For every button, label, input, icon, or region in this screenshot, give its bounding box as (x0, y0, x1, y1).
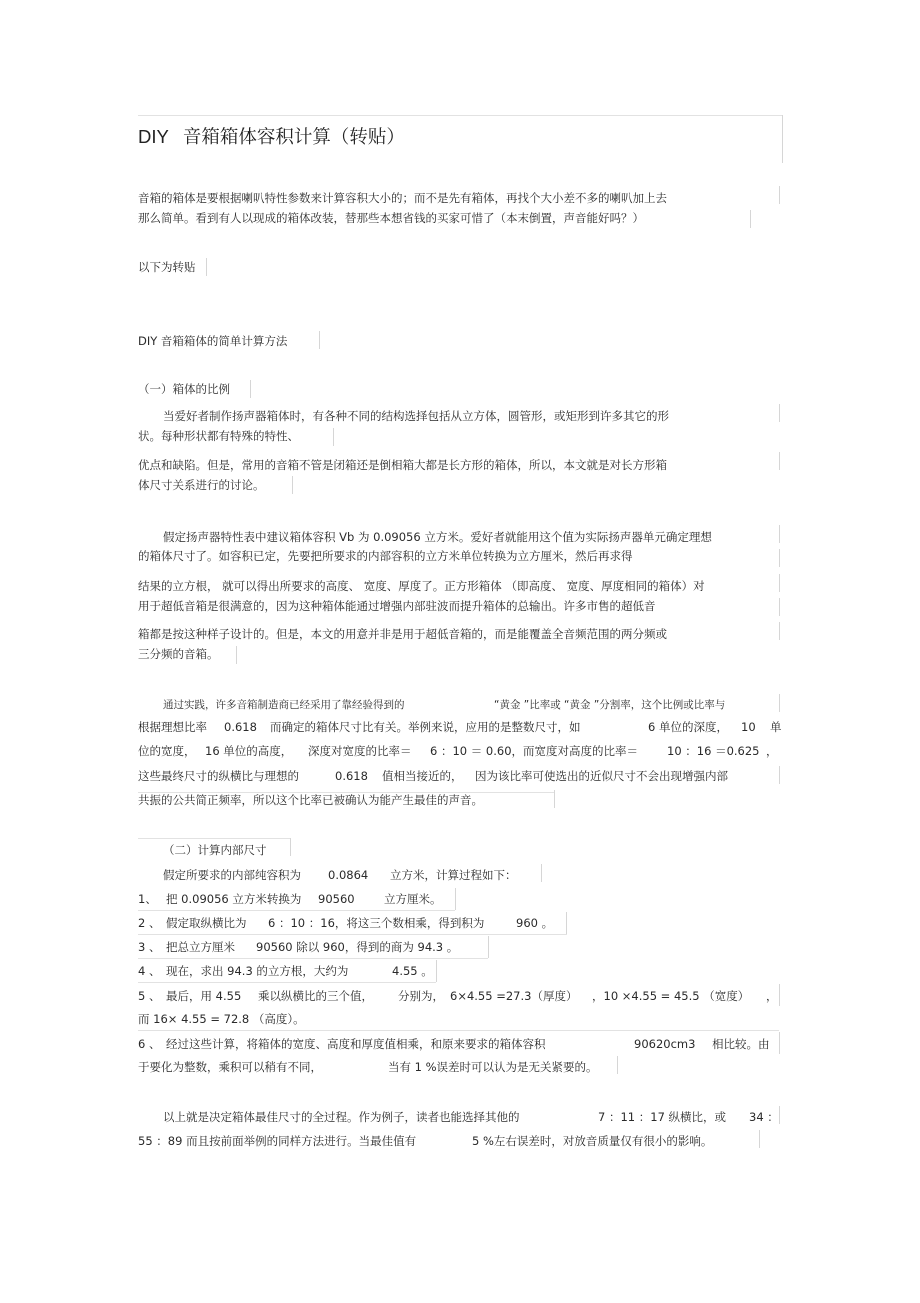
rule-step5 (138, 1030, 779, 1031)
golden-line3-d: 6 ：10 ＝ 0.60，而宽度对高度的比率＝ (430, 744, 639, 758)
rule-step2-v (566, 912, 567, 934)
final-line2-a: 55 ：89 而且按前面举例的同样方法进行。当最佳值有 (138, 1134, 417, 1148)
rule-p4-1 (779, 574, 780, 592)
golden-line3-e: 10 ：16 ＝0.625 (667, 744, 760, 758)
page-title (138, 124, 405, 151)
rule-sec1-heading (250, 380, 251, 398)
rule-golden-1 (779, 694, 780, 712)
golden-line4-d: 因为该比率可使选出的近似尺寸不会出现增强内部 (475, 769, 728, 783)
golden-line3-f: ， (766, 744, 778, 758)
golden-line3-c: 深度对宽度的比率＝ (308, 744, 412, 758)
rule-step5-v (779, 984, 780, 1006)
step-6-text-d: 于要化为整数，乘积可以稍有不同， (138, 1060, 322, 1074)
rule-p3-1 (779, 525, 780, 543)
rule-final-v (779, 1106, 780, 1124)
step-5-number: 5 、 (138, 989, 161, 1003)
rule-step3-v (488, 936, 489, 958)
step-5-text-d: 6×4.55 =27.3（厚度） (450, 989, 578, 1003)
step-2-text-b: 6 ：10 ：16，将这三个数相乘，得到积为 (268, 916, 485, 930)
section-2-heading: （二）计算内部尺寸 (163, 843, 267, 857)
rule-step1 (138, 910, 455, 911)
step-3-text-a: 把总立方厘米 (166, 940, 235, 954)
repost-label: 以下为转贴 (138, 260, 196, 274)
step-1-text-b: 90560 (318, 892, 355, 906)
golden-line1-b: “黄金 ”比率或 “黄金 ”分割率，这个比例或比率与 (494, 699, 726, 711)
step-1-text-c: 立方厘米。 (384, 892, 442, 906)
step-2-number: 2 、 (138, 916, 161, 930)
rule-golden-5v (554, 790, 555, 808)
step-5-text-b: 乘以纵横比的三个值， (258, 989, 373, 1003)
rule-p2-2 (292, 476, 293, 494)
golden-line3-a: 位的宽度， (138, 744, 196, 758)
final-line1-b: 7 ：11 ：17 纵横比，或 (598, 1110, 727, 1124)
rule-step2 (138, 934, 567, 935)
rule-p3-2 (779, 549, 780, 567)
rule-p2-1 (779, 452, 780, 470)
rule-step3 (138, 958, 488, 959)
sec1-p4-line1: 结果的立方根， 就可以得出所要求的高度、 宽度、厚度了。正方形箱体 （即高度、 宽度、厚度相同的箱体）对 (138, 579, 705, 593)
title-rule-top (138, 115, 783, 116)
step-4-text-a: 现在，求出 94.3 的立方根，大约为 (166, 964, 349, 978)
rule-p5-2 (236, 646, 237, 664)
sec2-intro-b: 0.0864 (328, 868, 369, 882)
rule-golden-4 (779, 766, 780, 784)
golden-line4-c: 值相当接近的， (382, 769, 463, 783)
step-5-text-a: 最后，用 4.55 (166, 989, 242, 1003)
step-2-text-a: 假定取纵横比为 (166, 916, 247, 930)
subtitle: DIY 音箱箱体的简单计算方法 (138, 334, 288, 348)
sec1-p5-line1: 箱都是按这种样子设计的。但是，本文的用意并非是用于超低音箱的，而是能覆盖全音频范围的两分频或 (138, 627, 667, 641)
sec1-p5-line2: 三分频的音箱。 (138, 647, 219, 661)
step-5-text-c: 分别为， (398, 989, 444, 1003)
section-1-heading: （一）箱体的比例 (138, 382, 230, 396)
golden-line4-b: 0.618 (335, 769, 368, 783)
sec1-p3-line2: 的箱体尺寸了。如容积已定，先要把所要求的内部容积的立方米单位转换为立方厘米，然后再求得 (138, 549, 633, 563)
golden-line2-b: 0.618 (224, 720, 257, 734)
sec1-p2-line2: 体尺寸关系进行的讨论。 (138, 478, 265, 492)
sec1-p3-line1: 假定扬声器特性表中建议箱体容积 Vb 为 0.09056 立方米。爱好者就能用这个值为实际扬声器单元确定理想 (163, 530, 712, 544)
sec1-p1-line1: 当爱好者制作扬声器箱体时，有各种不同的结构选择包括从立方体，圆管形，或矩形到许多其它的形 (163, 409, 669, 423)
title-main: 音箱箱体容积计算（转贴） (182, 127, 405, 148)
rule-final2-v (759, 1130, 760, 1148)
step-6-text-e: 当有 1 %误差时可以认为是无关紧要的。 (388, 1060, 598, 1074)
rule-sec2-heading (138, 838, 290, 839)
rule-step4-v (436, 960, 437, 982)
rule-intro-1 (779, 186, 780, 204)
golden-line3-b: 16 单位的高度， (205, 744, 293, 758)
rule-p4-2 (779, 598, 780, 616)
rule-sec2-heading-v (290, 838, 291, 856)
step-5-text-g: 而 16× 4.55 = 72.8 （高度）。 (138, 1012, 305, 1026)
rule-intro-2 (750, 210, 751, 228)
rule-sec2-intro (541, 864, 542, 882)
final-line1-c: 34 ： (749, 1110, 779, 1124)
rule-repost (206, 258, 207, 276)
intro-line-2: 那么简单。看到有人以现成的箱体改装，替那些本想省钱的买家可惜了（本末倒置，声音能好吗？） (138, 211, 644, 225)
step-5-text-f: ， (766, 989, 778, 1003)
step-3-text-b: 90560 除以 960，得到的商为 94.3 。 (256, 940, 459, 954)
step-6-number: 6 、 (138, 1037, 161, 1051)
sec2-intro-c: 立方米，计算过程如下： (390, 868, 517, 882)
golden-line4-a: 这些最终尺寸的纵横比与理想的 (138, 769, 299, 783)
golden-line2-c: 而确定的箱体尺寸比有关。举例来说，应用的是整数尺寸，如 (270, 720, 581, 734)
golden-line5: 共振的公共简正频率，所以这个比率已被确认为能产生最佳的声音。 (138, 793, 483, 807)
golden-line2-e: 10 (741, 720, 756, 734)
final-line1-a: 以上就是决定箱体最佳尺寸的全过程。作为例子，读者也能选择其他的 (163, 1110, 520, 1124)
rule-step6-v (779, 1032, 780, 1054)
sec1-p4-line2: 用于超低音箱是很满意的，因为这种箱体能通过增强内部驻波而提升箱体的总输出。许多市售的超低音 (138, 599, 656, 613)
rule-p5-1 (779, 622, 780, 640)
rule-p1-2 (333, 428, 334, 446)
step-5-text-e: ，10 ×4.55 = 45.5 （宽度） (592, 989, 750, 1003)
golden-line2-d: 6 单位的深度， (648, 720, 728, 734)
golden-line1-a: 通过实践，许多音箱制造商已经采用了靠经验得到的 (163, 699, 405, 711)
title-prefix: DIY (138, 126, 169, 147)
golden-line2-f: 单 (770, 720, 782, 734)
rule-subtitle (319, 331, 320, 349)
step-4-number: 4 、 (138, 964, 161, 978)
sec2-intro-a: 假定所要求的内部纯容积为 (163, 868, 301, 882)
rule-step6b-v (617, 1056, 618, 1074)
final-line2-b: 5 %左右误差时，对放音质量仅有很小的影响。 (472, 1134, 713, 1148)
sec1-p1-line2: 状。每种形状都有特殊的特性、 (138, 429, 299, 443)
step-4-text-b: 4.55 。 (392, 964, 433, 978)
step-3-number: 3 、 (138, 940, 161, 954)
step-1-number: 1、 (138, 892, 157, 906)
sec1-p2-line1: 优点和缺陷。但是，常用的音箱不管是闭箱还是倒相箱大都是长方形的箱体，所以，本文就是对长方形箱 (138, 458, 667, 472)
rule-p1-1 (779, 404, 780, 422)
step-6-text-a: 经过这些计算，将箱体的宽度、高度和厚度值相乘，和原来要求的箱体容积 (166, 1037, 546, 1051)
step-6-text-b: 90620cm3 (634, 1037, 696, 1051)
title-rule-right (782, 115, 783, 163)
step-1-text-a: 把 0.09056 立方米转换为 (166, 892, 302, 906)
step-6-text-c: 相比较。由 (712, 1037, 770, 1051)
rule-step1-v (455, 888, 456, 910)
intro-line-1: 音箱的箱体是要根据喇叭特性参数来计算容积大小的；而不是先有箱体，再找个大小差不多的喇叭加上去 (138, 191, 667, 205)
rule-step4 (138, 982, 436, 983)
golden-line2-a: 根据理想比率 (138, 720, 207, 734)
step-2-text-c: 960 。 (516, 916, 554, 930)
